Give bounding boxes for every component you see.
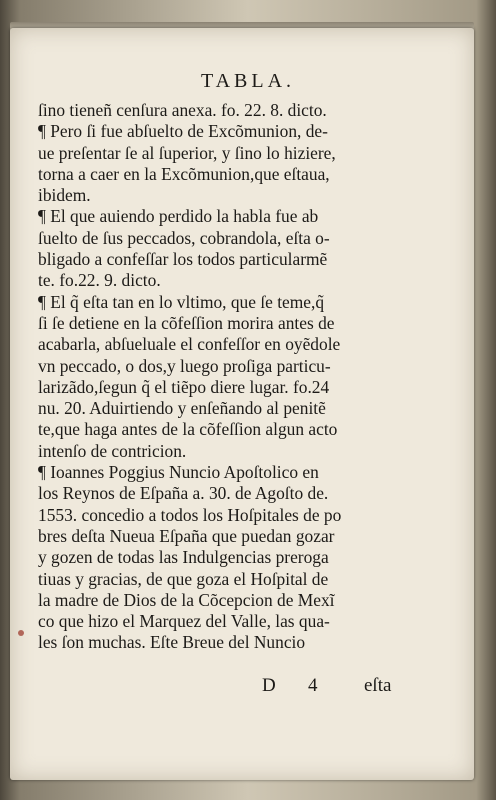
text-line: nu. 20. Aduirtiendo y enſeñando al penitẽ bbox=[38, 398, 326, 419]
text-line: bres deſta Nueua Eſpaña que puedan gozar bbox=[38, 525, 335, 546]
text-line: ¶ Pero ſi fue abſuelto de Excõmunion, de- bbox=[38, 121, 328, 142]
text-line: ſuelto de ſus peccados, cobrandola, eſta o- bbox=[38, 227, 330, 248]
text-line: ¶ El que auiendo perdido la habla fue ab bbox=[38, 206, 319, 227]
text-line: te. fo.22. 9. dicto. bbox=[38, 270, 161, 291]
text-line: y gozen de todas las Indulgencias preroga bbox=[38, 547, 329, 568]
running-head: TABLA. bbox=[200, 70, 296, 92]
text-line: acabarla, abſueluale el confeſſor en oyẽdole bbox=[38, 334, 341, 355]
text-line: bligado a confeſſar los todos particularmẽ bbox=[38, 249, 328, 270]
text-line: larizãdo,ſegun q̃ el tiẽpo diere lugar. fo.24 bbox=[38, 376, 330, 397]
page-body-text bbox=[38, 100, 440, 654]
signature-number: 4 bbox=[308, 675, 318, 696]
text-line: la madre de Dios de la Cõcepcion de Mexĩ bbox=[38, 589, 335, 610]
text-line: tiuas y gracias, de que goza el Hoſpital de bbox=[38, 568, 329, 589]
ink-smudge bbox=[18, 630, 24, 636]
text-line: ue preſentar ſe al ſuperior, y ſino lo hiziere, bbox=[38, 142, 336, 163]
text-line: ſino tieneñ cenſura anexa. fo. 22. 8. dicto. bbox=[38, 100, 327, 120]
text-line: te,que haga antes de la cõfeſſion algun acto bbox=[38, 419, 338, 440]
text-line: co que hizo el Marquez del Valle, las qua- bbox=[38, 611, 330, 632]
text-line: ¶ Ioannes Poggius Nuncio Apoſtolico en bbox=[38, 462, 319, 483]
text-line: vn peccado, o dos,y luego proſiga particu- bbox=[38, 355, 331, 376]
text-line: ibidem. bbox=[38, 185, 91, 206]
text-line: ¶ El q̃ eſta tan en lo vltimo, que ſe teme,q̃ bbox=[38, 291, 325, 312]
text-line: 1553. concedio a todos los Hoſpitales de po bbox=[38, 504, 342, 525]
text-line: ſi ſe detiene en la cõfeſſion morira antes de bbox=[38, 312, 335, 333]
signature-line bbox=[0, 675, 496, 699]
catchword: eſta bbox=[364, 675, 392, 696]
text-line: torna a caer en la Excõmunion,que eſtaua, bbox=[38, 163, 330, 184]
text-line: intenſo de contricion. bbox=[38, 440, 187, 461]
text-line: les ſon muchas. Eſte Breue del Nuncio bbox=[38, 632, 306, 653]
signature-mark: D bbox=[262, 675, 276, 696]
text-line: los Reynos de Eſpaña a. 30. de Agoſto de. bbox=[38, 483, 329, 504]
